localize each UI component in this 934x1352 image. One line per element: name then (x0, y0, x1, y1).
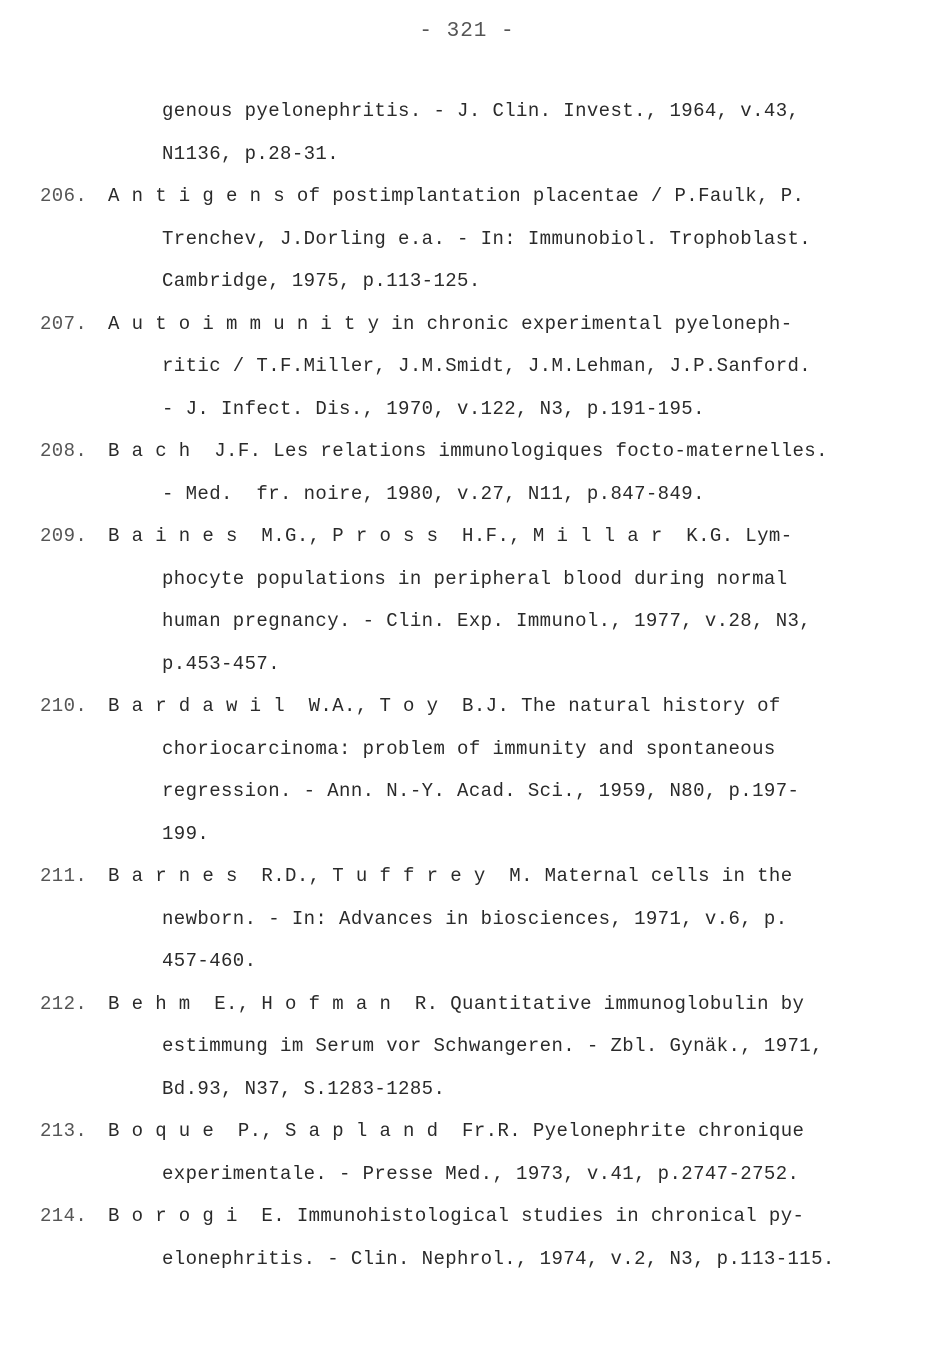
reference-line: elonephritis. - Clin. Nephrol., 1974, v.2, N3, p.113-115. (162, 1247, 835, 1270)
reference-list (40, 90, 900, 1280)
reference-line: regression. - Ann. N.-Y. Acad. Sci., 1959, N80, p.197- (162, 780, 800, 802)
reference-entry-211 (40, 855, 900, 983)
reference-entry-214 (40, 1195, 900, 1280)
reference-line: - Med. fr. noire, 1980, v.27, N11, p.847-849. (162, 482, 705, 505)
reference-line: genous pyelonephritis. - J. Clin. Invest., 1964, v.43, (162, 100, 800, 122)
reference-line: p.453-457. (162, 652, 281, 675)
reference-line: A u t o i m m u n i t y in chronic experimental pyeloneph- (108, 312, 793, 335)
reference-number: 211. (40, 865, 88, 887)
reference-entry-208 (40, 430, 900, 515)
reference-line: - J. Infect. Dis., 1970, v.122, N3, p.191-195. (162, 397, 705, 420)
reference-number: 209. (40, 525, 88, 547)
reference-line: Bd.93, N37, S.1283-1285. (162, 1077, 446, 1100)
reference-number: 210. (40, 695, 88, 717)
reference-line: N1136, p.28-31. (162, 142, 340, 165)
reference-line: B e h m E., H o f m a n R. Quantitative immunoglobulin by (108, 992, 805, 1015)
reference-entry-212 (40, 983, 900, 1111)
reference-entry-210 (40, 685, 900, 855)
reference-line: phocyte populations in peripheral blood during normal (162, 567, 788, 590)
reference-number: 214. (40, 1205, 88, 1227)
reference-line: experimentale. - Presse Med., 1973, v.41, p.2747-2752. (162, 1162, 800, 1185)
reference-entry-continuation (40, 90, 900, 175)
reference-line: B a c h J.F. Les relations immunologiques focto-maternelles. (108, 440, 828, 462)
reference-line: Trenchev, J.Dorling e.a. - In: Immunobiol. Trophoblast. (162, 227, 812, 250)
reference-line: B a i n e s M.G., P r o s s H.F., M i l l a r K.G. Lym- (108, 525, 793, 547)
reference-number: 208. (40, 440, 88, 462)
reference-line: human pregnancy. - Clin. Exp. Immunol., 1977, v.28, N3, (162, 610, 812, 632)
reference-entry-213 (40, 1110, 900, 1195)
reference-line: choriocarcinoma: problem of immunity and spontaneous (162, 737, 776, 760)
reference-line: Cambridge, 1975, p.113-125. (162, 270, 481, 292)
reference-line: B o r o g i E. Immunohistological studies in chronical py- (108, 1205, 805, 1227)
reference-line: ritic / T.F.Miller, J.M.Smidt, J.M.Lehman, J.P.Sanford. (162, 355, 812, 377)
reference-entry-209 (40, 515, 900, 685)
reference-number: 212. (40, 992, 88, 1015)
reference-line: B a r d a w i l W.A., T o y B.J. The natural history of (108, 695, 781, 717)
reference-line: 457-460. (162, 950, 257, 972)
reference-line: A n t i g e n s of postimplantation placentae / P.Faulk, P. (108, 185, 805, 207)
reference-number: 213. (40, 1120, 88, 1142)
reference-entry-206 (40, 175, 900, 303)
reference-number: 206. (40, 185, 88, 207)
reference-line: 199. (162, 822, 210, 845)
page-number: - 321 - (419, 20, 515, 43)
reference-line: estimmung im Serum vor Schwangeren. - Zbl. Gynäk., 1971, (162, 1035, 823, 1057)
reference-line: B a r n e s R.D., T u f f r e y M. Maternal cells in the (108, 865, 793, 887)
reference-entry-207 (40, 303, 900, 431)
reference-line: newborn. - In: Advances in biosciences, 1971, v.6, p. (162, 907, 788, 930)
reference-line: B o q u e P., S a p l a n d Fr.R. Pyelonephrite chronique (108, 1120, 805, 1142)
reference-number: 207. (40, 312, 88, 335)
